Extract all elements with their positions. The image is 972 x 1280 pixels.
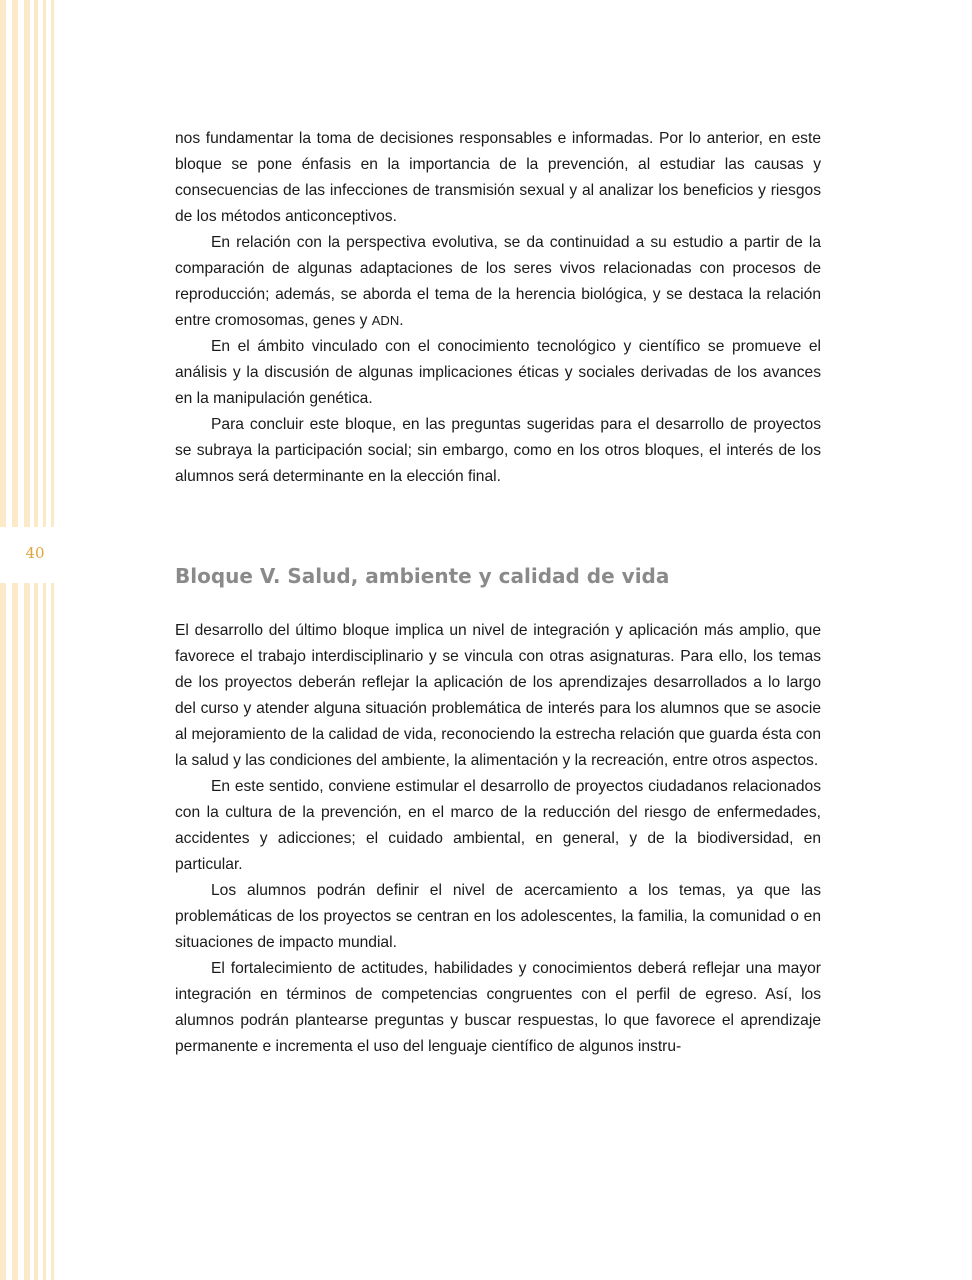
paragraph — [175, 230, 821, 334]
paragraph: El desarrollo del último bloque implica un nivel de integración y aplicación más amplio, que favorece el trabajo interdisciplinario y se vincula con otras asignaturas. Para ello, los temas de los proyectos deberán reflejar la aplicación de los aprendizajes desarrollados a lo largo del curso y atender alguna situación problemática de interés para los alumnos que se asocie al mejoramiento de la calidad de vida, reconociendo la estrecha relación que guarda ésta con la salud y las condiciones del ambiente, la alimentación y la recreación, entre otros aspectos. — [175, 622, 821, 769]
margin-stripes-top — [0, 0, 60, 527]
paragraph: En este sentido, conviene estimular el desarrollo de proyectos ciudadanos relacionados con la cultura de la prevención, en el marco de la reducción del riesgo de enfermedades, accidentes y adicciones; el cuidado ambiental, en general, y de la biodiversidad, en particular. — [175, 778, 821, 873]
page-number: 40 — [25, 544, 45, 562]
section-2-body — [175, 618, 821, 1060]
section-heading: Bloque V. Salud, ambiente y calidad de vida — [175, 564, 670, 588]
paragraph: El fortalecimiento de actitudes, habilidades y conocimientos deberá reflejar una mayor integración en términos de competencias congruentes con el perfil de egreso. Así, los alumnos podrán plantearse preguntas y buscar respuestas, lo que favorece el aprendizaje permanente e incrementa el uso del lenguaje científico de algunos instru- — [175, 960, 821, 1055]
paragraph: Para concluir este bloque, en las preguntas sugeridas para el desarrollo de proyectos se subraya la participación social; sin embargo, como en los otros bloques, el interés de los alumnos será determinante en la elección final. — [175, 416, 821, 485]
paragraph: En el ámbito vinculado con el conocimiento tecnológico y científico se promueve el análisis y la discusión de algunas implicaciones éticas y sociales derivadas de los avances en la manipulación genética. — [175, 338, 821, 407]
adn-acronym: ADN — [371, 313, 400, 328]
margin-stripes-bottom — [0, 583, 60, 1280]
paragraph: Los alumnos podrán definir el nivel de acercamiento a los temas, ya que las problemáticas de los proyectos se centran en los adolescentes, la familia, la comunidad o en situaciones de impacto mundial. — [175, 882, 821, 951]
paragraph: nos fundamentar la toma de decisiones responsables e informadas. Por lo anterior, en este bloque se pone énfasis en la importancia de la prevención, al estudiar las causas y consecuencias de las infecciones de transmisión sexual y al analizar los beneficios y riesgos de los métodos anticonceptivos. — [175, 130, 821, 225]
section-1-body — [175, 126, 821, 490]
paragraph-end: . — [399, 312, 404, 329]
paragraph-text: En relación con la perspectiva evolutiva, se da continuidad a su estudio a partir de la comparación de algunas adaptaciones de los seres vivos relacionadas con procesos de reproducción; además, se aborda el tema de la herencia biológica, y se destaca la relación entre cromosomas, genes y — [175, 234, 821, 329]
